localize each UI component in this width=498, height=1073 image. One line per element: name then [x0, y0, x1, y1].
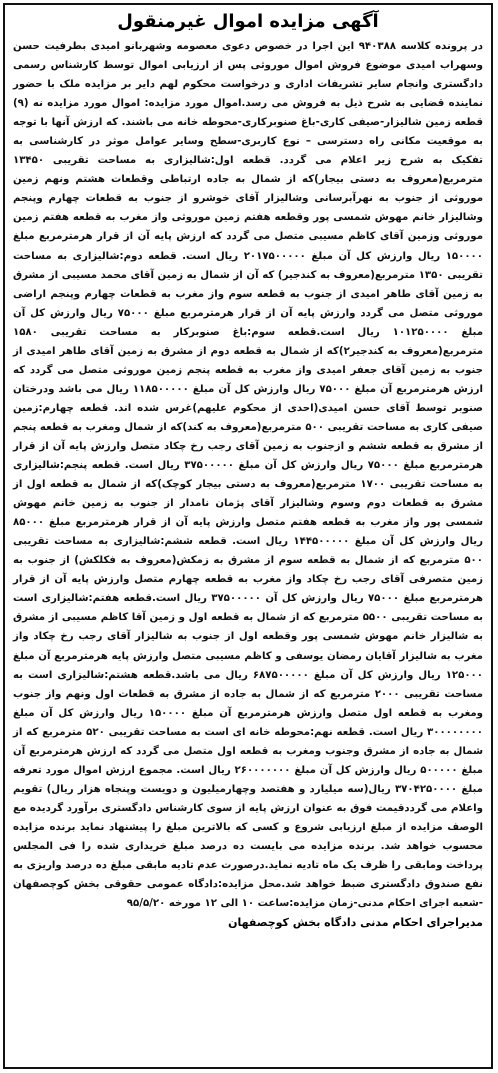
- notice-signature: مدیراجرای احکام مدنی دادگاه بخش کوچصفهان: [228, 916, 483, 930]
- auction-notice: [3, 3, 493, 1069]
- notice-title: آگهی مزایده اموال غیرمنقول: [117, 11, 379, 32]
- notice-body: در پرونده کلاسه ۹۴۰۳۸۸ این اجرا در خصوص دعوی معصومه وشهربانو امیدی بطرفیت حسن وسهراب امیدی موضوع فروش اموال موروثی پس از ارزیابی اموال توسط کارشناس رسمی دادگستری وانجام سایر تشریفات اداری و درخواست محکوم لهم دایر بر مزایده ملک با حضور نماینده قضایی به شرح ذیل به فروش می رسد.اموال مورد مزایده: اموال مورد مزایده نه (۹) قطعه زمین شالیزار-صیفی کاری-باغ صنوبرکاری-محوطه خانه می باشند. که ارزش آنها با توجه به موقعیت مکانی راه دسترسی – نوع کاربری-سطح وسایر عوامل موثر در کارشناسی به تفکیک به شرح زیر اعلام می گردد. قطعه اول:شالیزاری به مساحت تقریبی ۱۳۴۵۰ مترمربع(معروف به دستی بیجار)که از شمال به جاده ارتباطی وقطعات هشتم ونهم زمین موروثی از جنوب به نهرآبرسانی وشالیزار آقای خوشرو از جنوب به قطعات چهارم وپنجم وشالیزار خانم مهوش شمسی پور وقطعه هفتم زمین موروثی واز مغرب به قطعه هفتم زمین موروثی وزمین آقای کاظم مسیبی متصل می گردد که ارزش پایه آن از قرار هرمترمربع مبلغ ۱۵۰۰۰۰ ریال وارزش کل آن مبلغ ۲۰۱۷۵۰۰۰۰۰ ریال است. قطعه دوم:شالیزاری به مساحت تقریبی ۱۳۵۰ مترمربع(معروف به کندجیر) که آن از شمال به زمین آقای محمد مسیبی از مشرق به زمین آقای طاهر امیدی از جنوب به قطعه سوم واز مغرب به قطعات چهارم وپنجم اراضی موروثی متصل می گردد وارزش پایه آن از قرار هرمترمربع مبلغ ۷۵۰۰۰ ریال وارزش کل آن مبلغ ۱۰۱۲۵۰۰۰۰ ریال است.قطعه سوم:باغ صنوبرکار به مساحت تقریبی ۱۵۸۰ مترمربع(معروف به کندجیر۲)که از شمال به قطعه دوم از مشرق به زمین آقای طاهر امیدی از جنوب به زمین آقای جعفر امیدی واز مغرب به قطعه پنجم زمین موروثی متصل می گردد که ارزش هرمترمربع آن مبلغ ۷۵۰۰۰ ریال وارزش کل آن مبلغ ۱۱۸۵۰۰۰۰۰ ریال می باشد ودرختان صنوبر توسط آقای حسن امیدی(احدی از محکوم علیهم)غرس شده اند. قطعه چهارم:زمین صیفی کاری به مساحت تقریبی ۵۰۰ مترمربع(معروف به کند)که از شمال ومغرب به قطعه پنجم از مشرق به قطعه ششم و ازجنوب به زمین آقای رجب رخ چکاد متصل وارزش پایه آن از قرار هرمترمربع مبلغ ۷۵۰۰۰ ریال وارزش کل آن مبلغ ۳۷۵۰۰۰۰۰ ریال است. قطعه پنجم:شالیزاری به مساحت تقریبی ۱۷۰۰ مترمربع(معروف به دستی بیجار کوچک)که از شمال به قطعه اول از مشرق به قطعات دوم وسوم وشالیزار آقای پژمان نامدار از جنوب به زمین خانم مهوش شمسی پور واز مغرب به قطعه هفتم متصل وارزش پایه آن از قرار هرمترمربع مبلغ ۸۵۰۰۰ ریال وارزش کل آن مبلغ ۱۴۴۵۰۰۰۰۰ ریال است. قطعه ششم:شالیزاری به مساحت تقریبی ۵۰۰ مترمربع که از شمال به قطعه سوم از مشرق به زمکش(معروف به فکلکش) از جنوب به زمین متصرفی آقای رجب رخ چکاد واز مغرب به قطعه چهارم متصل وارزش پایه آن از قرار هرمترمربع مبلغ ۷۵۰۰۰ ریال وارزش کل آن ۳۷۵۰۰۰۰۰ ریال است.قطعه هفتم:شالیزاری است به مساحت تقریبی ۵۵۰۰ مترمربع که از شمال به قطعه اول و زمین آقا کاظم مسیبی از مشرق به شالیزار خانم مهوش شمسی پور وقطعه اول از جنوب به شالیزار آقای رجب رخ چکاد واز مغرب به شالیزار آقایان رمضان یوسفی و کاظم مسیبی متصل وارزش پایه هرمترمربع آن مبلغ ۱۲۵۰۰۰ ریال وارزش کل آن مبلغ ۶۸۷۵۰۰۰۰۰ ریال می باشد.قطعه هشتم:شالیزاری است به مساحت تقریبی ۲۰۰۰ مترمربع که از شمال به جاده از مشرق به قطعات اول ونهم واز جنوب ومغرب به قطعه اول متصل وارزش هرمترمربع آن مبلغ ۱۵۰۰۰۰ ریال وارزش کل آن مبلغ ۳۰۰۰۰۰۰۰۰ ریال است. قطعه نهم:محوطه خانه ای است به مساحت تقریبی ۵۲۰ مترمربع که از شمال به جاده از مشرق وجنوب ومغرب به قطعه اول متصل می گردد که ارزش هرمترمربع آن مبلغ ۵۰۰۰۰۰ ریال وارزش کل آن مبلغ ۲۶۰۰۰۰۰۰۰ ریال است. مجموع ارزش اموال مورد تعرفه مبلغ ۳۷۰۴۲۵۰۰۰۰ ریال(سه میلیارد و هفتصد وچهارمیلیون و دویست وپنجاه هزار ریال) تقویم واعلام می گرددقیمت فوق به عنوان ارزش پایه از سوی کارشناس دادگستری برآورد گردیده مع الوصف مزایده از مبلغ ارزیابی شروع و کسی که بالاترین مبلغ را پیشنهاد نماید برنده مزایده محسوب خواهد شد. برنده مزایده می بایست ده درصد مبلغ خریداری شده را فی المجلس پرداخت ومابقی را ظرف یک ماه تادیه نماید.درصورت عدم تادیه مابقی مبلغ ده درصد واریزی به نفع صندوق دادگستری ضبط خواهد شد.محل مزایده:دادگاه عمومی حقوقی بخش کوچصفهان -شعبه اجرای احکام مدنی-زمان مزایده:ساعت ۱۰ الی ۱۲ مورخه ۹۵/۵/۲۰: [13, 41, 484, 910]
